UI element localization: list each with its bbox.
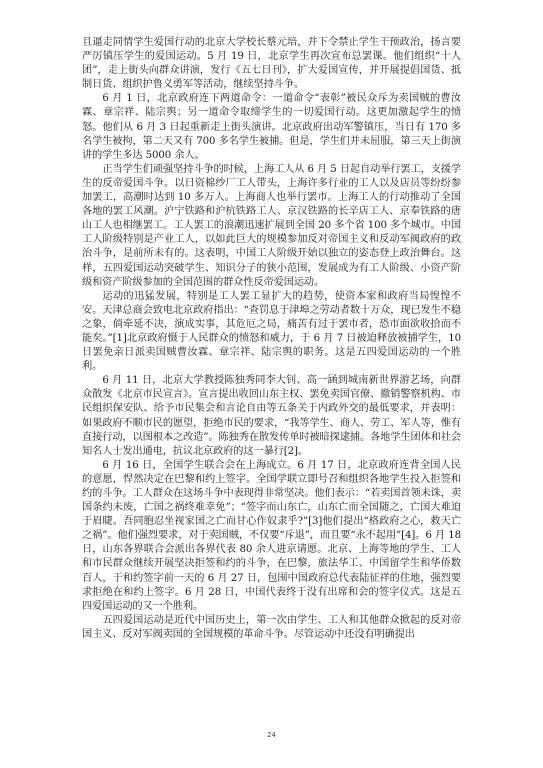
page-number: 24	[267, 731, 276, 739]
paragraph-june-11: 6 月 11 日，北京大学教授陈独秀同李大钊、高一涵到城南新世界游艺场，向群众散发《北京市民宣言》。宣言提出收回山东主权、罢免卖国官僚、撤销警察机构、市民组织保安队、给予市民集会和言论自由等五条关于内政外交的最低要求，并表明：如果政府不顺市民的愿望，拒绝市民的要求，“我等学生、商人、劳工、军人等，惟有直接行动，以图根本之改造”。陈独秀在散发传单时被暗探逮捕。各地学生团体和社会知名人士发出通电，抗议北京政府的这一暴行[2]。	[82, 375, 461, 457]
paragraph-government-concession: 运动的迅猛发展，特别是工人罢工显扩大的趋势，使资本家和政府当局惶惶不安。天津总商会致电北京政府指出：“查罚息于津埠之劳动者数十万众，现已发生不稳之象，倘牵延不决，演成实事，其危厄之局，痛苦有过于罢市者，恐市面欲收拾而不能矣。”[1]北京政府慑于人民群众的愤怒和威力，于 6 月 7 日被迫释放被捕学生，10 日罢免亲日派卖国贼曹汝霖、章宗祥、陆宗舆的职务。这是五四爱国运动的一个胜利。	[82, 290, 461, 373]
paragraph-june-1: 6 月 1 日，北京政府连下两道命令：一道命令“表彰”被民众斥为卖国贼的曹汝霖、章宗祥、陆宗舆；另一道命令取缔学生的一切爱国行动。这更加激起学生的愤怒。他们从 6 月 3 日起重新走上街头演讲。北京政府出动军警镇压，当日有 170 多名学生被拘，第二天又有 700 多名学生被捕。但是，学生们并未屈服，第三天上街演讲的学生多达 5000 余人。	[82, 93, 461, 161]
paragraph-continuation: 且逼走同情学生爱国行动的北京大学校长蔡元培，并下令禁止学生干预政治，扬言要严厉镇压学生的爱国运动。5 月 19 日，北京学生再次宣布总罢课。他们组织“十人团”，走上街头向群众讲演，发行《五七日刊》，扩大爱国宣传，并开展提倡国货、抵制日货、组织护鲁义勇军等活动，继续坚持斗争。	[82, 37, 461, 91]
paragraph-shanghai-strike: 正当学生们顽强坚持斗争的时候，上海工人从 6 月 5 日起自动举行罢工，支援学生的反帝爱国斗争。以日资棉纱厂工人带头，上海许多行业的工人以及店员等纷纷参加罢工，高潮时达到 10 多万人。上海商人也举行罢市。上海工人的行动推动了全国各地的罢工风潮。沪宁铁路和沪杭铁路工人、京汉铁路的长辛店工人、京奉铁路的唐山工人也相继罢工。工人罢工的浪潮迅速扩展到全国 20 多个省 100 多个城市。中国工人阶级特别是产业工人，以如此巨大的规模参加反对帝国主义和反动军阀政府的政治斗争，是前所未有的。这表明，中国工人阶级开始以独立的姿态登上政治舞台。这样，五四爱国运动突破学生、知识分子的狭小范围，发展成为有工人阶级、小资产阶级和资产阶级参加的全国范围的群众性反帝爱国运动。	[82, 163, 461, 288]
document-page	[82, 36, 461, 642]
paragraph-conclusion: 五四爱国运动是近代中国历史上，第一次由学生、工人和其他群众掀起的反对帝国主义、反对军阀卖国的全国规模的革命斗争。尽管运动中还没有明确提出	[82, 614, 461, 640]
paragraph-june-16: 6 月 16 日，全国学生联合会在上海成立。6 月 17 日，北京政府连背全国人民的意愿，悍然决定在巴黎和约上签字。全国学联立即号召和组织各地学生投入拒签和约的斗争。工人群众在这场斗争中表现得非常坚决。他们表示：“若卖国首领未诛，卖国条约未废，亡国之祸终难幸免”；“签字而山东亡，山东亡而全国随之，亡国大难迫于眉睫。吾同胞忍坐视家国之亡而甘心作奴隶乎?”[3]他们提出“格政府之心，救天亡之祸”。他们强烈要求，对于卖国贼，不仅要“斥退”，而且要“永不起用”[4]。6 月 18 日，山东各界联合会派出各界代表 80 余人进京请愿。北京、上海等地的学生、工人和市民群众继续开展坚决拒签和约的斗争，在巴黎，旅法华工、中国留学生和华侨数百人，于和约签字前一天的 6 月 27 日，包围中国政府总代表陆征祥的住地，强烈要求拒绝在和约上签字。6 月 28 日，中国代表终于没有出席和会的签字仪式。这是五四爱国运动的又一个胜利。	[82, 459, 461, 612]
